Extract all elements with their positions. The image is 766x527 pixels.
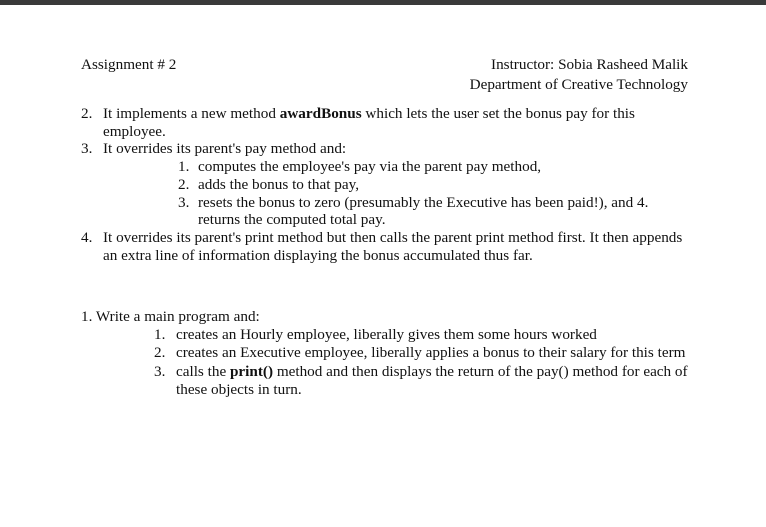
item-number: 4. <box>81 228 93 246</box>
list-item: 3. It overrides its parent's pay method and: <box>81 140 347 158</box>
assignment-label: Assignment # 2 <box>81 56 177 73</box>
list-item: 2. It implements a new method awardBonus which lets the user set the bonus pay for this employee. <box>81 105 635 140</box>
main-program-task <box>81 308 691 399</box>
sub-item: 1. creates an Hourly employee, liberally gives them some hours worked <box>154 326 597 344</box>
department-name: Department of Creative Technology <box>469 76 688 93</box>
list-item: 4. It overrides its parent's print method but then calls the parent print method first. It then appends an extra line of information displaying the bonus accumulated thus far. <box>81 228 683 264</box>
method-name: print() <box>229 362 274 380</box>
sub-item: 1. computes the employee's pay via the parent pay method, <box>178 158 542 176</box>
main-task-heading: 1. Write a main program and: <box>81 308 260 325</box>
sub-item: 3. calls the print() method and then displays the return of the pay() method for each of these objects in turn. <box>154 362 688 398</box>
item-number: 3. <box>81 140 93 158</box>
method-name: awardBonus <box>279 105 362 122</box>
item-number: 2. <box>81 105 93 122</box>
instructor-name: Instructor: Sobia Rasheed Malik <box>491 56 688 73</box>
instructor-header <box>470 55 688 95</box>
document-page <box>0 5 766 527</box>
sub-item: 2. creates an Executive employee, liberally applies a bonus to their salary for this term <box>154 344 686 362</box>
sub-item: 3. resets the bonus to zero (presumably the Executive has been paid!), and 4. returns the computed total pay. <box>178 193 649 229</box>
requirements-list <box>81 105 691 264</box>
sub-item: 2. adds the bonus to that pay, <box>178 175 359 193</box>
